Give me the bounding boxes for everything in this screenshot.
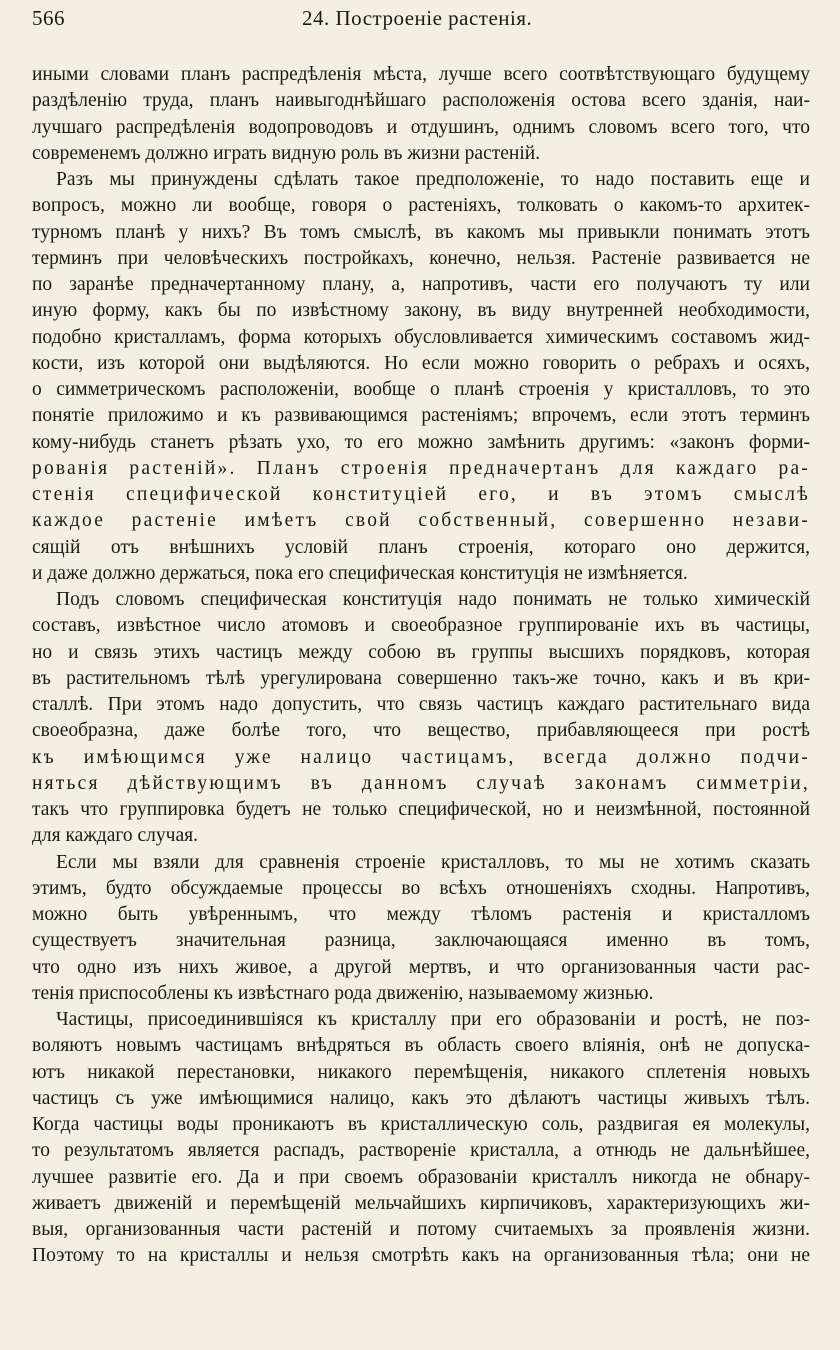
text-line: рованія растеній». Планъ строенія предначертанъ для каждаго ра-	[32, 457, 810, 479]
text-line: стенія специфической конституціей его, и въ этомъ смыслѣ	[32, 484, 810, 505]
text-line: этимъ, будто обсуждаемые процессы во всѣхъ отношеніяхъ сходны. Напротивъ,	[32, 877, 810, 899]
chapter-title: 24. Построеніе растенія.	[302, 6, 533, 30]
text-line: каждое растеніе имѣетъ свой собственный, совершенно незави-	[32, 510, 810, 532]
text-line: для каждаго случая.	[32, 825, 198, 847]
text-line: тенія приспособлены къ извѣстнаго рода движенію, называемому жизнью.	[32, 982, 654, 1004]
text-line: лучшее развитіе его. Да и при своемъ образованіи кристаллъ никогда не обнару-	[32, 1166, 810, 1188]
text-line: кому-нибудь станетъ рѣзать ухо, то его можно замѣнить другимъ: «законъ форми-	[32, 431, 810, 453]
text-line: живаетъ движеній и перемѣщеній мельчайшихъ кирпичиковъ, характеризующихъ жи-	[32, 1192, 810, 1214]
text-line: сталлѣ. При этомъ надо допустить, что связь частицъ каждаго растительнаго вида	[32, 694, 810, 715]
text-line: вопросъ, можно ли вообще, говоря о растеніяхъ, толковать о какомъ-то архитек-	[32, 195, 810, 217]
text-line: Частицы, присоединившіяся къ кристаллу при его образованіи и ростѣ, не поз-	[56, 1009, 810, 1030]
text-line: терминъ при человѣческихъ постройкахъ, конечно, нельзя. Растеніе развивается не	[32, 247, 810, 269]
text-line: составъ, извѣстное число атомовъ и своеобразное группированіе ихъ въ частицы,	[32, 615, 810, 637]
text-line: Разъ мы принуждены сдѣлать такое предположеніе, то надо поставить еще и	[56, 169, 810, 190]
text-line: по заранѣе предначертанному плану, а, напротивъ, части его получаютъ ту или	[32, 274, 810, 295]
text-line: иными словами планъ распредѣленія мѣста, лучше всего соотвѣтствующаго будущему	[32, 64, 810, 85]
text-line: сящій отъ внѣшнихъ условій планъ строенія, котораго оно держится,	[32, 536, 810, 558]
text-line: ютъ никакой перестановки, никакого перемѣщенія, никакого сплетенія новыхъ	[32, 1061, 810, 1083]
text-line: такъ что группировка будетъ не только специфической, но и неизмѣнной, постоянной	[32, 799, 810, 820]
text-line: о симметрическомъ расположеніи, вообще о планѣ строенія у кристалловъ, то это	[32, 379, 810, 400]
text-line: лучшаго распредѣленія водопроводовъ и отдушинъ, однимъ словомъ всего того, что	[32, 116, 810, 138]
text-line: можно быть увѣреннымъ, что между тѣломъ растенія и кристалломъ	[32, 904, 810, 925]
text-line: понятіе приложимо и къ развивающимся растеніямъ; впрочемъ, если этотъ терминъ	[32, 405, 810, 427]
text-line: турномъ планѣ у нихъ? Въ томъ смыслѣ, въ какомъ мы привыкли понимать этотъ	[32, 221, 810, 243]
text-line: раздѣленію труда, планъ наивыгоднѣйшаго расположенія остова всего зданія, наи-	[32, 90, 810, 112]
text-line: выя, организованныя части растеній и потому считаемыхъ за проявленія жизни.	[32, 1219, 810, 1240]
text-line: Подъ словомъ специфическая конституція надо понимать не только химическій	[56, 589, 810, 610]
text-line: своеобразна, даже болѣе того, что вещество, прибавляющееся при ростѣ	[32, 720, 810, 742]
text-line: подобно кристалламъ, форма которыхъ обусловливается химическимъ составомъ жид-	[32, 326, 810, 348]
text-line: Когда частицы воды проникаютъ въ кристаллическую соль, раздвигая ея молекулы,	[32, 1114, 810, 1135]
text-line: частицъ съ уже имѣющимися налицо, какъ это дѣлаютъ частицы живыхъ тѣлъ.	[32, 1087, 810, 1109]
text-line: современемъ должно играть видную роль въ жизни растеній.	[32, 142, 541, 164]
text-line: воляютъ новымъ частицамъ внѣдряться въ область своего вліянія, онѣ не допуска-	[32, 1035, 810, 1057]
running-head	[32, 6, 810, 34]
text-line: въ растительномъ тѣлѣ урегулирована совершенно такъ-же точно, какъ и въ кри-	[32, 667, 810, 689]
page-number: 566	[32, 6, 65, 30]
text-line: къ имѣющимся уже налицо частицамъ, всегда должно подчи-	[32, 746, 810, 768]
text-line: и даже должно держаться, пока его специфическая конституція не измѣняется.	[32, 562, 688, 584]
text-line: существуетъ значительная разница, заключающаяся именно въ томъ,	[32, 930, 810, 952]
text-line: иную форму, какъ бы по извѣстному закону, въ виду внутренней необходимости,	[32, 300, 810, 322]
text-line: кости, изъ которой они выдѣляются. Но если можно говорить о ребрахъ и осяхъ,	[32, 352, 810, 374]
text-line: что одно изъ нихъ живое, а другой мертвъ, и что организованныя части рас-	[32, 956, 810, 978]
text-line: няться дѣйствующимъ въ данномъ случаѣ законамъ симметріи,	[32, 772, 810, 794]
body-text	[32, 62, 810, 1270]
text-line: то результатомъ является распадъ, раствореніе кристалла, а отнюдь не дальнѣйшее,	[32, 1140, 810, 1162]
text-line: но и связь этихъ частицъ между собою въ группы высшихъ порядковъ, которая	[32, 641, 810, 663]
text-line: Если мы взяли для сравненія строеніе кристалловъ, то мы не хотимъ сказать	[56, 851, 810, 873]
text-line: Поэтому то на кристаллы и нельзя смотрѣть какъ на организованныя тѣла; они не	[32, 1245, 810, 1267]
